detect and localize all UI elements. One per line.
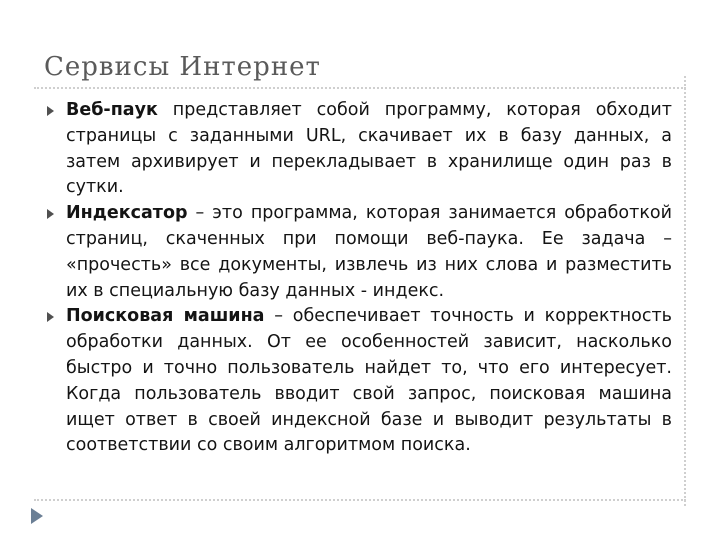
bullet-description: представляет собой программу, которая обходит страницы с заданными URL, скачивает их в базу данных, а затем архивирует и перекладывает в хранилище один раз в сутки. <box>66 100 672 198</box>
bullet-text <box>66 98 672 201</box>
bullet-arrow-icon <box>47 106 54 116</box>
bullet-description: – обеспечивает точность и корректность обработки данных. От ее особенностей зависит, насколько быстро и точно пользователь найдет то, что его интересует. Когда пользователь вводит свой запрос, поисковая машина ищет ответ в своей индексной базе и выводит результаты в соответствии со своим алгоритмом поиска. <box>66 306 672 456</box>
title-divider <box>34 87 686 89</box>
bullet-term: Индексатор <box>66 203 188 224</box>
bottom-divider <box>34 499 686 501</box>
slide-nav-arrow-icon <box>31 508 43 524</box>
bullet-term: Веб-паук <box>66 100 158 120</box>
bullet-item-indexer <box>0 201 720 304</box>
bullet-list <box>0 98 720 459</box>
bullet-description: – это программа, которая занимается обработкой страниц, скаченных при помощи веб-паука. Ее задача – «прочесть» все документы, извлечь из них слова и разместить их в специальную базу данных - индекс. <box>66 203 672 301</box>
bullet-item-search-engine <box>0 304 720 459</box>
bullet-text <box>66 304 672 459</box>
bullet-text <box>66 201 672 304</box>
slide-title: Сервисы Интернет <box>44 52 321 82</box>
bullet-term: Поисковая машина <box>66 306 265 327</box>
bullet-arrow-icon <box>47 312 54 322</box>
bullet-arrow-icon <box>47 209 54 219</box>
bullet-item-web-crawler <box>0 98 720 201</box>
